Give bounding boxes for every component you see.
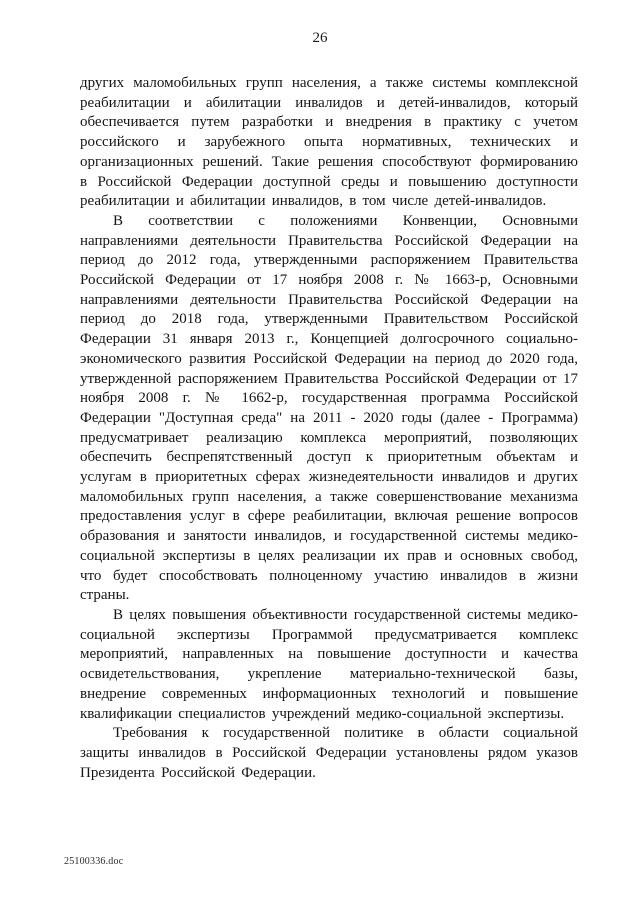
paragraph: В целях повышения объективности государственной системы медико-социальной экспертизы Программой предусматривается комплекс мероприятий, направленных на повышение доступности и качества освидетельствования, укрепление материально-технической базы, внедрение современных информационных технологий и повышение квалификации специалистов учреждений медико-социальной экспертизы. xyxy=(80,606,578,722)
paragraph-continuation: других маломобильных групп населения, а также системы комплексной реабилитации и абилитации инвалидов и детей-инвалидов, который обеспечивается путем разработки и внедрения в практику с учетом российского и зарубежного опыта нормативных, технических и организационных решений. Такие решения способствуют формированию в Российской Федерации доступной среды и повышению доступности реабилитации и абилитации инвалидов, в том числе детей-инвалидов. xyxy=(80,75,578,210)
paragraph: Требования к государственной политике в области социальной защиты инвалидов в Российской Федерации установлены рядом указов Президента Российской Федерации. xyxy=(80,725,578,781)
paragraph: В соответствии с положениями Конвенции, Основными направлениями деятельности Правительства Российской Федерации на период до 2012 года, утвержденными распоряжением Правительства Российской Федерации от 17 ноября 2008 г. № 1663-р, Основными направлениями деятельности Правительства Российской Федерации на период до 2018 года, утвержденными Правительством Российской Федерации 31 января 2013 г., Концепцией долгосрочного социально-экономического развития Российской Федерации на период до 2020 года, утвержденной распоряжением Правительства Российской Федерации от 17 ноября 2008 г. № 1662-р, государственная программа Российской Федерации "Доступная среда" на 2011 - 2020 годы (далее - Программа) предусматривает реализацию комплекса мероприятий, позволяющих обеспечить беспрепятственный доступ к приоритетным объектам и услугам в приоритетных сферах жизнедеятельности инвалидов и других маломобильных групп населения, а также совершенствование механизма предоставления услуг в сфере реабилитации, включая решение вопросов образования и занятости инвалидов, и государственной системы медико-социальной экспертизы в целях реализации их прав и основных свобод, что будет способствовать полноценному участию инвалидов в жизни страны. xyxy=(80,212,578,604)
footer-filename: 25100336.doc xyxy=(64,856,124,867)
document-body xyxy=(0,74,640,783)
page-number: 26 xyxy=(312,30,328,46)
